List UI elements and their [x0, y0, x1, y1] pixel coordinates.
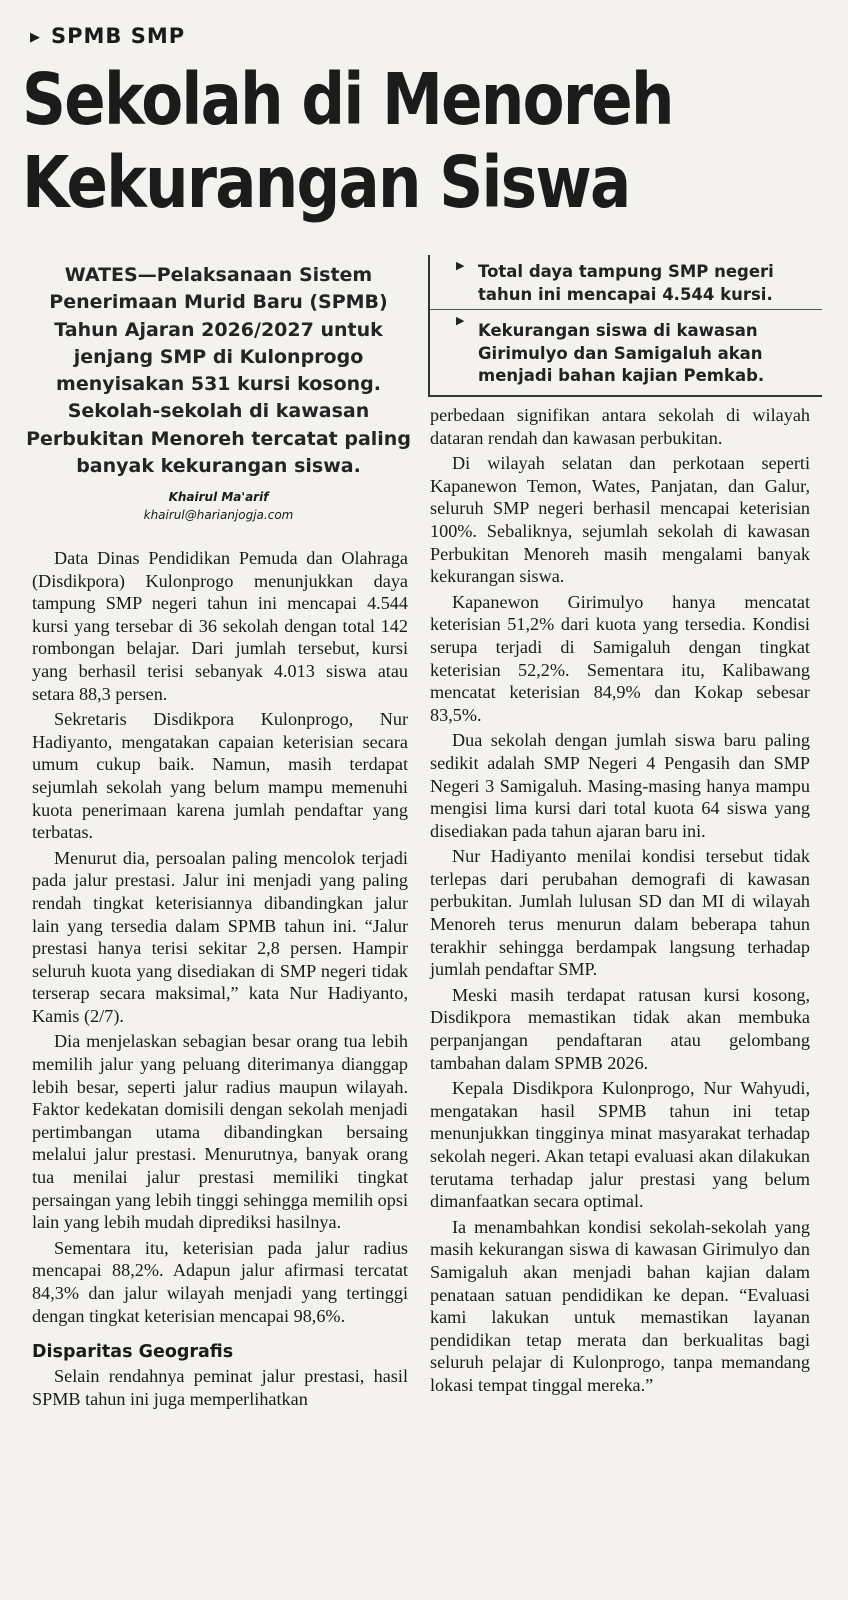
- body-paragraph: Di wilayah selatan dan perkotaan seperti Kapanewon Temon, Wates, Panjatan, dan Galur, seluruh SMP negeri berhasil mencapai keterisian 100%. Sebaliknya, sejumlah sekolah di kawasan Perbukitan Menoreh masih mengalami banyak kekurangan siswa.: [430, 453, 810, 587]
- highlights-box: [428, 255, 822, 397]
- body-paragraph: Sekretaris Disdikpora Kulonprogo, Nur Hadiyanto, mengatakan capaian keterisian secara umum cukup baik. Namun, masih terdapat sejumlah sekolah yang belum mampu memenuhi kuota penerimaan karena jumlah pendaftar yang terbatas.: [32, 709, 408, 843]
- headline-line-1: Sekolah di Menoreh: [22, 58, 673, 141]
- triangle-right-icon: ▶: [456, 259, 465, 272]
- body-paragraph: Dia menjelaskan sebagian besar orang tua lebih memilih jalur yang peluang diterimanya dianggap lebih besar, seperti jalur radius maupun wilayah. Faktor kedekatan domisili dengan sekolah menjadi pertimbangan utama dibandingkan bersaing melalui jalur prestasi. Menurutnya, banyak orang tua menilai jalur prestasi memiliki tingkat persaingan yang lebih tinggi sehingga memilih opsi lain yang lebih mudah diprediksi hasilnya.: [32, 1031, 408, 1233]
- author-name: Khairul Ma'arif: [168, 490, 269, 504]
- body-paragraph: Kapanewon Girimulyo hanya mencatat keterisian 51,2% dari kuota yang tersedia. Kondisi serupa terjadi di Samigaluh dengan tingkat keterisian 52,2%. Sementara itu, Kalibawang mencatat keterisian 84,9% dan Kokap sebesar 83,5%.: [430, 591, 810, 725]
- highlight-text: Total daya tampung SMP negeri tahun ini mencapai 4.544 kursi.: [478, 262, 774, 304]
- triangle-right-icon: ▶: [456, 314, 465, 327]
- author-email: khairul@harianjogja.com: [143, 508, 294, 522]
- headline: [22, 58, 719, 224]
- body-paragraph: Kepala Disdikpora Kulonprogo, Nur Wahyudi, mengatakan hasil SPMB tahun ini tetap menunjukkan tingginya minat masyarakat terhadap sekolah negeri. Akan tetapi evaluasi akan dilakukan terutama terhadap jalur prestasi yang belum dimanfaatkan secara optimal.: [430, 1078, 810, 1212]
- body-paragraph: Dua sekolah dengan jumlah siswa baru paling sedikit adalah SMP Negeri 4 Pengasih dan SMP Negeri 3 Samigaluh. Masing-masing hanya mampu mengisi lima kursi dari total kuota 64 siswa yang disediakan pada tahun ajaran baru ini.: [430, 730, 810, 841]
- triangle-right-icon: ▶: [30, 30, 41, 45]
- article-column-left: [32, 547, 408, 1413]
- body-paragraph-continuation: perbedaan signifikan antara sekolah di wilayah dataran rendah dan kawasan perbukitan.: [430, 405, 810, 448]
- subheading: Disparitas Geografis: [32, 1342, 234, 1363]
- highlight-item: [430, 310, 822, 388]
- body-paragraph: Selain rendahnya peminat jalur prestasi, hasil SPMB tahun ini juga memperlihatkan: [32, 1366, 408, 1409]
- byline: [26, 488, 411, 524]
- body-paragraph: Nur Hadiyanto menilai kondisi tersebut tidak terlepas dari perubahan demografi di kawasan perbukitan. Jumlah lulusan SD dan MI di wilayah Menoreh terus menurun dalam beberapa tahun terakhir sehingga berdampak langsung terhadap jumlah pendaftar SMP.: [430, 846, 810, 980]
- highlight-text: Kekurangan siswa di kawasan Girimulyo dan Samigaluh akan menjadi bahan kajian Pemkab.: [478, 321, 765, 385]
- highlight-item: [430, 255, 822, 310]
- body-paragraph: Meski masih terdapat ratusan kursi kosong, Disdikpora memastikan tidak akan membuka perpanjangan pendaftaran atau gelombang tambahan dalam SPMB 2026.: [430, 984, 810, 1073]
- body-paragraph: Menurut dia, persoalan paling mencolok terjadi pada jalur prestasi. Jalur ini menjadi yang paling rendah tingkat keterisiannya dibandingkan jalur lain yang tersedia dalam SPMB tahun ini. “Jalur prestasi hanya terisi sekitar 2,8 persen. Hampir seluruh kuota yang disediakan di SMP negeri tidak terserap secara maksimal,” kata Nur Hadiyanto, Kamis (2/7).: [32, 847, 408, 1026]
- rubric-label: SPMB SMP: [51, 24, 186, 48]
- body-paragraph: Sementara itu, keterisian pada jalur radius mencapai 88,2%. Adapun jalur afirmasi tercatat 84,3% dan jalur wilayah menjadi yang tertinggi dengan tingkat keterisian mencapai 98,6%.: [32, 1237, 408, 1326]
- body-paragraph: Data Dinas Pendidikan Pemuda dan Olahraga (Disdikpora) Kulonprogo menunjukkan daya tampung SMP negeri tahun ini mencapai 4.544 kursi yang tersebar di 36 sekolah dengan total 142 rombongan belajar. Dari jumlah tersebut, kursi yang berhasil terisi sebanyak 4.013 siswa atau setara 88,3 persen.: [32, 548, 408, 704]
- article-column-right: [430, 404, 810, 1400]
- section-rubric: [30, 24, 185, 48]
- headline-line-2: Kekurangan Siswa: [22, 141, 630, 224]
- body-paragraph: Ia menambahkan kondisi sekolah-sekolah yang masih kekurangan siswa di kawasan Girimulyo dan Samigaluh akan menjadi bahan kajian dalam penataan satuan pendidikan ke depan. “Evaluasi kami lakukan untuk memastikan layanan pendidikan tetap merata dan berkualitas bagi seluruh pelajar di Kulonprogo, tanpa memandang lokasi tempat tinggal mereka.”: [430, 1216, 810, 1395]
- lead-paragraph: WATES—Pelaksanaan Sistem Penerimaan Murid Baru (SPMB) Tahun Ajaran 2026/2027 untuk jenjang SMP di Kulonprogo menyisakan 531 kursi kosong. Sekolah-sekolah di kawasan Perbukitan Menoreh tercatat paling banyak kekurangan siswa.: [26, 264, 411, 478]
